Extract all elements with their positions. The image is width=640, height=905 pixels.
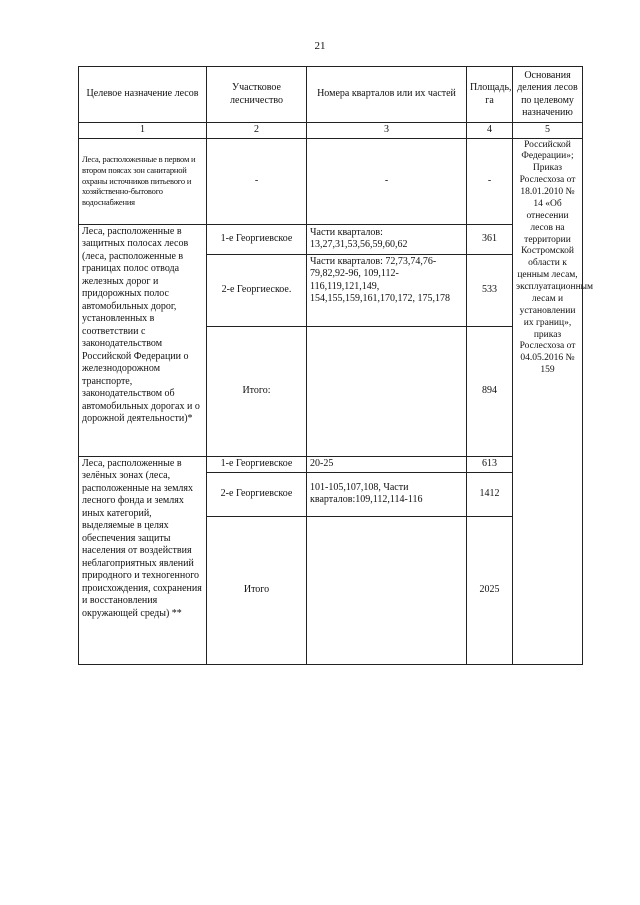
forestry-cell: 2-е Георгиевское <box>207 472 307 516</box>
basis-cell: Российской Федерации»; Приказ Рослесхоза от 18.01.2010 № 14 «Об отнесении лесов на территории Костромской области к ценным лесам, эксплуатационным лесам и установлении их границ», приказ Рослесхоза от 04.05.2016 № 159 <box>513 138 583 664</box>
area-cell: 613 <box>467 456 513 472</box>
quarters-cell: 101-105,107,108, Части кварталов:109,112,114-116 <box>307 472 467 516</box>
table-row <box>79 456 583 472</box>
header-area: Площадь, га <box>467 67 513 123</box>
forest-purpose-table <box>78 66 594 665</box>
total-label-cell: Итого: <box>207 326 307 456</box>
area-cell: 533 <box>467 254 513 326</box>
quarters-cell: 20-25 <box>307 456 467 472</box>
total-label-cell: Итого <box>207 516 307 664</box>
quarters-cell: Части кварталов: 13,27,31,53,56,59,60,62 <box>307 224 467 254</box>
quarters-cell: - <box>307 138 467 224</box>
header-forestry: Участковое лесничество <box>207 67 307 123</box>
col-number: 4 <box>467 123 513 139</box>
purpose-cell: Леса, расположенные в защитных полосах лесов (леса, расположенные в границах полос отвода железных дорог и придорожных полос автомобильных дорог, установленных в соответствии с законодательством Российской Федерации о железнодорожном транспорте, законодательством об автомобильных дорогах и о дорожной деятельности)* <box>79 224 207 456</box>
header-basis: Основания деления лесов по целевому назначению <box>513 67 583 123</box>
forestry-cell: 2-е Георгиеское. <box>207 254 307 326</box>
col-number: 5 <box>513 123 583 139</box>
header-quarters: Номера кварталов или их частей <box>307 67 467 123</box>
purpose-cell: Леса, расположенные в зелёных зонах (леса, расположенные на землях лесного фонда и землях иных категорий, выделяемые в целях обеспечения защиты населения от воздействия неблагоприятных явлений природного и техногенного происхождения, сохранения и восстановления окружающей среды) ** <box>79 456 207 664</box>
page-number: 21 <box>314 40 326 52</box>
total-area-cell: 2025 <box>467 516 513 664</box>
purpose-cell: Леса, расположенные в первом и втором поясах зон санитарной охраны источников питьевого и хозяйственно-бытового водоснабжения <box>79 138 207 224</box>
col-number: 3 <box>307 123 467 139</box>
forestry-cell: 1-е Георгиевское <box>207 456 307 472</box>
area-cell: 1412 <box>467 472 513 516</box>
column-number-row <box>79 123 583 139</box>
quarters-cell: Части кварталов: 72,73,74,76-79,82,92-96, 109,112-116,119,121,149, 154,155,159,161,170,172, 175,178 <box>307 254 467 326</box>
area-cell: 361 <box>467 224 513 254</box>
forestry-cell: - <box>207 138 307 224</box>
quarters-cell <box>307 516 467 664</box>
table-row <box>79 138 583 224</box>
total-area-cell: 894 <box>467 326 513 456</box>
table-row <box>79 224 583 254</box>
forestry-cell: 1-е Георгиевское <box>207 224 307 254</box>
area-cell: - <box>467 138 513 224</box>
header-purpose: Целевое назначение лесов <box>79 67 207 123</box>
quarters-cell <box>307 326 467 456</box>
header-row <box>79 67 583 123</box>
col-number: 1 <box>79 123 207 139</box>
col-number: 2 <box>207 123 307 139</box>
